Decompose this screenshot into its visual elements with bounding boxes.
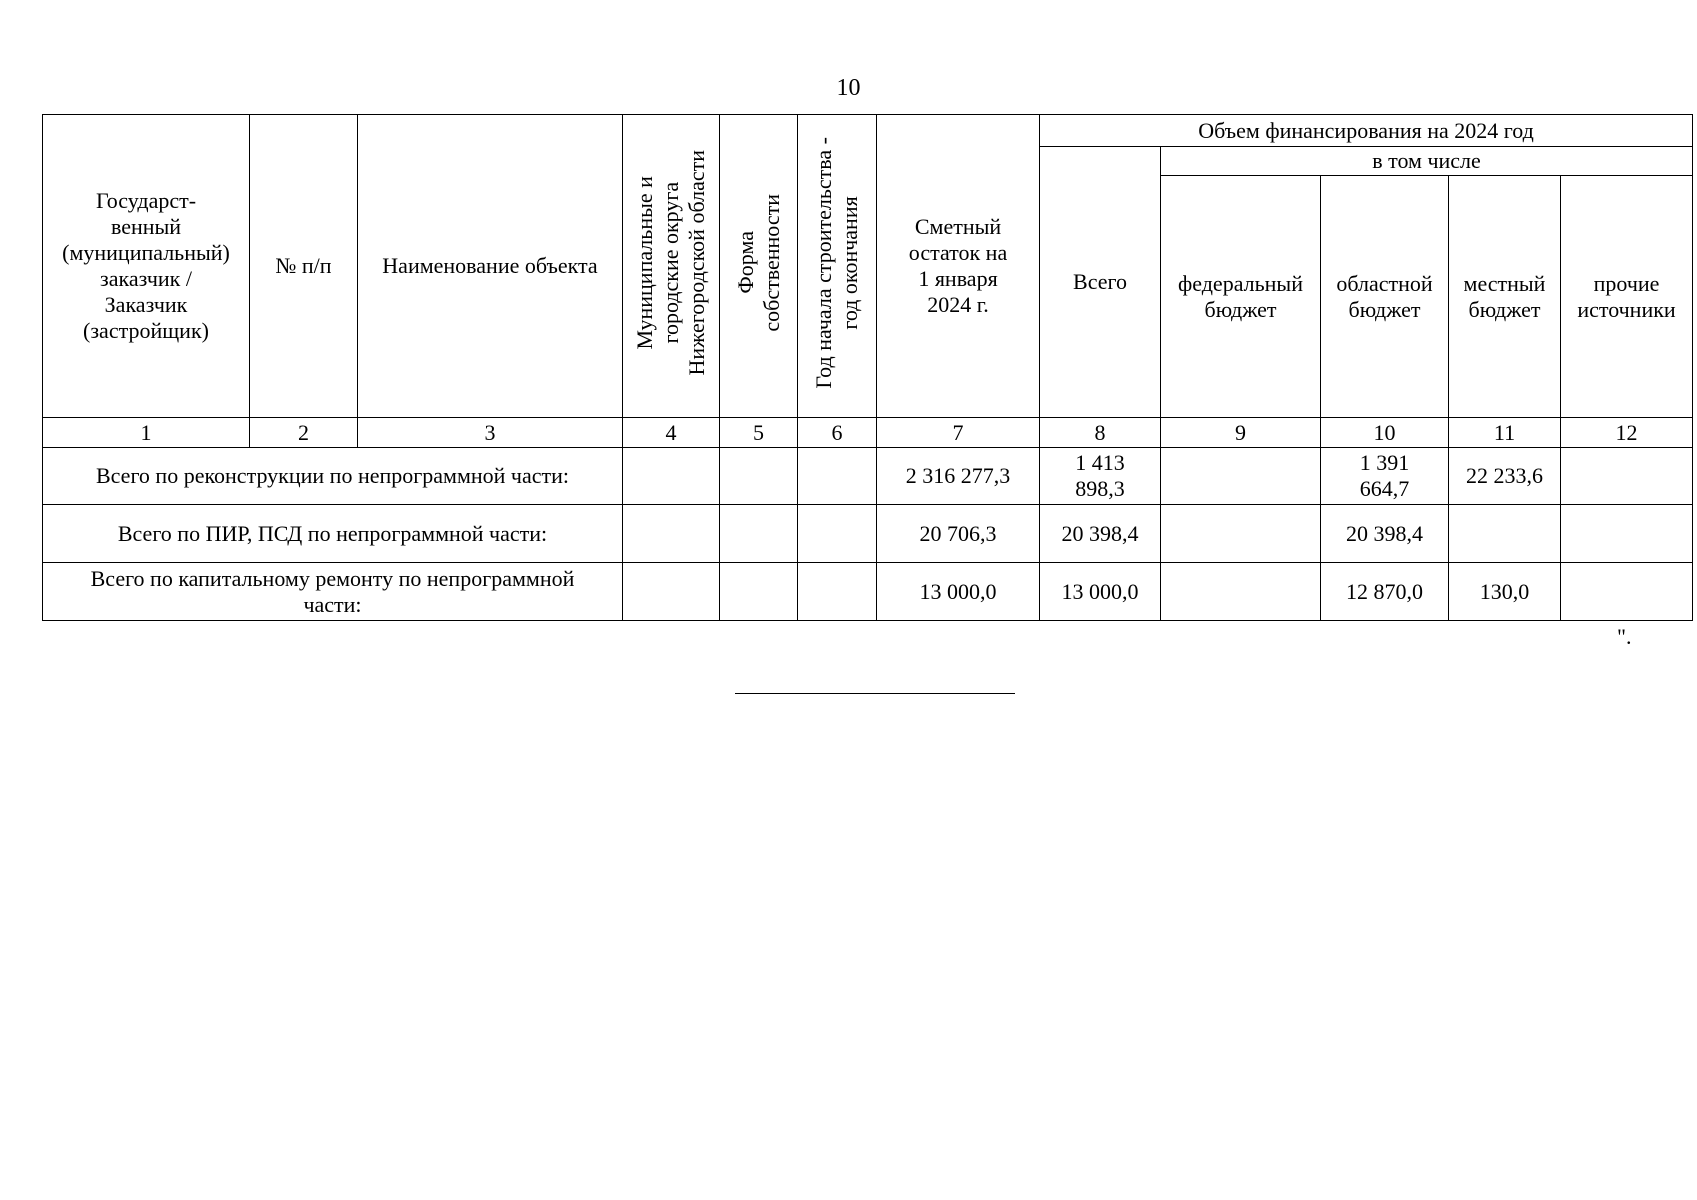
column-number: 12 bbox=[1561, 418, 1693, 448]
column-number: 5 bbox=[720, 418, 798, 448]
cell-years bbox=[798, 448, 877, 505]
cell-other bbox=[1561, 505, 1693, 563]
cell-total: 1 413 898,3 bbox=[1040, 448, 1161, 505]
row-label: Всего по капитальному ремонту по непрограммной части: bbox=[43, 563, 623, 621]
cell-other bbox=[1561, 563, 1693, 621]
cell-ownership bbox=[720, 448, 798, 505]
column-number: 1 bbox=[43, 418, 250, 448]
header-regional: областной бюджет bbox=[1321, 176, 1449, 418]
column-number: 8 bbox=[1040, 418, 1161, 448]
cell-regional: 20 398,4 bbox=[1321, 505, 1449, 563]
page-number: 10 bbox=[836, 75, 861, 101]
header-years: Год начала строительства - год окончания bbox=[798, 115, 877, 418]
cell-municipal bbox=[623, 505, 720, 563]
table-row bbox=[43, 448, 1693, 505]
header-financing-title: Объем финансирования на 2024 год bbox=[1040, 115, 1693, 147]
cell-estimate: 2 316 277,3 bbox=[877, 448, 1040, 505]
cell-ownership bbox=[720, 563, 798, 621]
table-row bbox=[43, 505, 1693, 563]
header-federal: федеральный бюджет bbox=[1161, 176, 1321, 418]
cell-total: 20 398,4 bbox=[1040, 505, 1161, 563]
column-number: 7 bbox=[877, 418, 1040, 448]
header-total: Всего bbox=[1040, 147, 1161, 418]
cell-ownership bbox=[720, 505, 798, 563]
closing-quote-mark: ". bbox=[1617, 624, 1632, 649]
cell-local: 22 233,6 bbox=[1449, 448, 1561, 505]
column-number: 11 bbox=[1449, 418, 1561, 448]
column-number: 4 bbox=[623, 418, 720, 448]
header-other: прочие источники bbox=[1561, 176, 1693, 418]
column-number: 6 bbox=[798, 418, 877, 448]
header-row-top bbox=[43, 115, 1693, 147]
header-customer: Государст- венный (муниципальный) заказчик / Заказчик (застройщик) bbox=[43, 115, 250, 418]
cell-federal bbox=[1161, 505, 1321, 563]
cell-total: 13 000,0 bbox=[1040, 563, 1161, 621]
header-ownership: Форма собственности bbox=[720, 115, 798, 418]
row-label: Всего по реконструкции по непрограммной части: bbox=[43, 448, 623, 505]
financing-table bbox=[42, 114, 1693, 621]
cell-regional: 12 870,0 bbox=[1321, 563, 1449, 621]
cell-estimate: 20 706,3 bbox=[877, 505, 1040, 563]
cell-municipal bbox=[623, 563, 720, 621]
column-number: 3 bbox=[358, 418, 623, 448]
cell-local: 130,0 bbox=[1449, 563, 1561, 621]
column-number: 9 bbox=[1161, 418, 1321, 448]
header-municipal: Муниципальные и городские округа Нижегородской области bbox=[623, 115, 720, 418]
cell-local bbox=[1449, 505, 1561, 563]
header-number: № п/п bbox=[250, 115, 358, 418]
header-estimate: Сметный остаток на 1 января 2024 г. bbox=[877, 115, 1040, 418]
cell-regional: 1 391 664,7 bbox=[1321, 448, 1449, 505]
column-number-row bbox=[43, 418, 1693, 448]
cell-years bbox=[798, 505, 877, 563]
table-row bbox=[43, 563, 1693, 621]
column-number: 10 bbox=[1321, 418, 1449, 448]
header-object-name: Наименование объекта bbox=[358, 115, 623, 418]
row-label: Всего по ПИР, ПСД по непрограммной части: bbox=[43, 505, 623, 563]
column-number: 2 bbox=[250, 418, 358, 448]
cell-other bbox=[1561, 448, 1693, 505]
cell-municipal bbox=[623, 448, 720, 505]
cell-federal bbox=[1161, 448, 1321, 505]
cell-years bbox=[798, 563, 877, 621]
cell-federal bbox=[1161, 563, 1321, 621]
cell-estimate: 13 000,0 bbox=[877, 563, 1040, 621]
header-local: местный бюджет bbox=[1449, 176, 1561, 418]
end-divider-line bbox=[735, 693, 1015, 694]
header-including: в том числе bbox=[1161, 147, 1693, 176]
